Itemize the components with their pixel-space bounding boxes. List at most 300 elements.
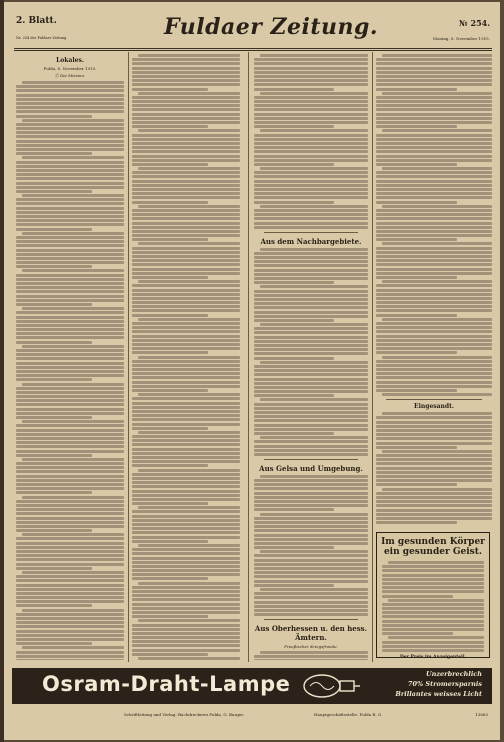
text-line (254, 386, 368, 389)
text-line (376, 437, 492, 440)
text-line (376, 297, 492, 300)
text-line (132, 209, 240, 212)
column-rule (248, 52, 249, 662)
text-line (132, 615, 208, 618)
text-line (16, 374, 124, 377)
masthead-rule (14, 48, 492, 49)
text-line (254, 580, 368, 583)
text-line (376, 389, 457, 392)
text-line (132, 108, 240, 111)
text-line (22, 533, 124, 536)
text-line (16, 249, 124, 252)
text-line (132, 293, 240, 296)
text-line (132, 448, 240, 451)
text-line (254, 315, 368, 318)
text-line (254, 252, 368, 255)
text-line (132, 548, 240, 551)
text-line (376, 335, 492, 338)
text-line (254, 373, 368, 376)
text-line (376, 213, 492, 216)
column-2 (132, 54, 240, 660)
text-line (254, 487, 368, 490)
text-line (138, 54, 240, 57)
text-line (132, 222, 240, 225)
text-line (376, 479, 492, 482)
text-line (132, 603, 240, 606)
text-line (22, 232, 124, 235)
text-line (16, 483, 124, 486)
text-line (16, 366, 124, 369)
newspaper-title: Fuldaer Zeitung. (164, 14, 379, 40)
text-line (16, 186, 124, 189)
text-line (254, 348, 368, 351)
text-line (16, 584, 124, 587)
text-line (16, 240, 124, 243)
text-line (254, 534, 368, 537)
text-line (260, 248, 368, 251)
text-line (16, 198, 124, 201)
text-line (254, 525, 368, 528)
text-line (16, 244, 124, 247)
text-line (376, 83, 492, 86)
text-line (254, 213, 368, 216)
ad-footer: Der Preis im Anzeigenteil. (399, 654, 467, 660)
text-line (16, 651, 124, 654)
issue-date: Montag, 8. November 1915. (432, 36, 490, 41)
text-line (132, 347, 240, 350)
text-line (376, 155, 492, 158)
text-line (254, 411, 368, 414)
text-line (132, 297, 240, 300)
text-line (382, 393, 492, 396)
text-line (382, 607, 484, 610)
text-line (132, 213, 240, 216)
text-line (376, 96, 492, 99)
text-line (16, 378, 92, 381)
text-line (254, 428, 368, 431)
text-line (132, 439, 240, 442)
text-line (376, 446, 457, 449)
text-line (376, 293, 492, 296)
text-line (254, 542, 368, 545)
text-line (254, 163, 334, 166)
text-line (138, 356, 240, 359)
text-line (254, 445, 368, 448)
text-line (254, 277, 368, 280)
text-line (132, 510, 240, 513)
text-line (22, 81, 124, 84)
text-line (16, 253, 124, 256)
text-line (254, 226, 368, 229)
text-line (138, 92, 240, 95)
text-line (254, 567, 368, 570)
text-line (254, 344, 368, 347)
text-line (16, 316, 124, 319)
text-line (16, 169, 124, 172)
text-line (382, 586, 484, 589)
text-line (132, 473, 240, 476)
text-line (376, 222, 492, 225)
text-line (138, 318, 240, 321)
text-line (376, 467, 492, 470)
text-line (254, 500, 368, 503)
text-line (376, 462, 492, 465)
text-line (16, 274, 124, 277)
text-line (382, 565, 484, 568)
text-line (132, 536, 240, 539)
text-line (132, 100, 240, 103)
text-line (132, 284, 240, 287)
text-line (132, 330, 240, 333)
advertisement-box (376, 532, 490, 658)
text-line (376, 454, 492, 457)
ad-headline: Im gesunden Körper ein gesunder Geist. (381, 537, 485, 557)
text-line (260, 550, 368, 553)
text-line (132, 531, 240, 534)
text-line (16, 655, 124, 658)
text-line (16, 659, 124, 660)
text-line (260, 129, 368, 132)
text-line (16, 353, 124, 356)
text-line (376, 276, 457, 279)
text-line (376, 79, 492, 82)
text-line (254, 529, 368, 532)
text-line (254, 584, 334, 587)
text-line (132, 460, 240, 463)
text-line (132, 540, 208, 543)
text-line (254, 134, 368, 137)
text-line (382, 356, 492, 359)
text-line (16, 341, 92, 344)
article-text (254, 248, 368, 456)
text-line (16, 261, 124, 264)
text-line (132, 552, 240, 555)
text-line (388, 561, 484, 564)
text-line (254, 563, 368, 566)
text-line (16, 282, 124, 285)
text-line (132, 414, 240, 417)
text-line (376, 284, 492, 287)
text-line (22, 571, 124, 574)
text-line (254, 150, 368, 153)
text-line (132, 485, 240, 488)
text-line (132, 335, 240, 338)
text-line (132, 247, 240, 250)
text-line (376, 471, 492, 474)
text-line (254, 264, 368, 267)
text-line (132, 624, 240, 627)
text-line (254, 104, 368, 107)
text-line (254, 504, 368, 507)
text-line (376, 483, 457, 486)
text-line (254, 184, 368, 187)
text-line (16, 324, 124, 327)
text-line (16, 475, 124, 478)
text-line (132, 226, 240, 229)
text-line (132, 632, 240, 635)
text-line (138, 205, 240, 208)
text-line (132, 217, 240, 220)
text-line (132, 238, 208, 241)
text-line (376, 360, 492, 363)
text-line (254, 415, 368, 418)
text-line (254, 146, 368, 149)
text-line (132, 452, 240, 455)
text-line (132, 83, 240, 86)
text-line (254, 125, 334, 128)
text-line (376, 504, 492, 507)
text-line (254, 222, 368, 225)
text-line (254, 331, 368, 334)
text-line (16, 349, 124, 352)
banner-tagline-1: Unzerbrechlich (425, 670, 482, 678)
text-line (382, 92, 492, 95)
text-line (16, 588, 124, 591)
text-line (132, 607, 240, 610)
text-line (254, 96, 368, 99)
text-line (16, 521, 124, 524)
text-line (376, 230, 492, 233)
text-line (16, 630, 124, 633)
text-line (16, 592, 124, 595)
text-line (254, 290, 368, 293)
text-line (376, 492, 492, 495)
text-line (132, 75, 240, 78)
text-line (16, 399, 124, 402)
text-line (16, 596, 124, 599)
text-line (132, 125, 208, 128)
text-line (376, 268, 492, 271)
text-line (16, 207, 124, 210)
text-line (376, 496, 492, 499)
text-line (376, 188, 492, 191)
text-line (16, 110, 124, 113)
text-line (382, 649, 484, 652)
text-line (376, 121, 492, 124)
text-line (132, 477, 240, 480)
masthead-rule-2 (14, 50, 492, 51)
text-line (132, 557, 240, 560)
text-line (16, 370, 124, 373)
text-line (132, 573, 240, 576)
text-line (16, 85, 124, 88)
text-line (376, 372, 492, 375)
text-line (376, 125, 457, 128)
text-line (132, 423, 240, 426)
text-line (138, 167, 240, 170)
text-line (254, 256, 368, 259)
text-line (376, 322, 492, 325)
text-line (254, 365, 368, 368)
text-line (376, 217, 492, 220)
text-line (132, 649, 240, 652)
text-line (376, 184, 492, 187)
text-line (254, 492, 368, 495)
text-line (16, 190, 92, 193)
text-line (382, 582, 484, 585)
text-line (16, 462, 124, 465)
text-line (382, 129, 492, 132)
text-line (254, 306, 368, 309)
text-line (382, 280, 492, 283)
text-line (16, 445, 124, 448)
text-line (376, 421, 492, 424)
text-line (260, 361, 368, 364)
text-line (376, 75, 492, 78)
text-line (16, 123, 124, 126)
text-line (132, 171, 240, 174)
text-line (16, 466, 124, 469)
text-line (16, 102, 124, 105)
text-line (132, 598, 240, 601)
text-line (132, 309, 240, 312)
banner-brand: Osram-Draht-Lampe (42, 672, 291, 696)
text-line (254, 79, 368, 82)
text-line (254, 546, 334, 549)
banner-tagline-2: 70% Stromersparnis (407, 680, 482, 688)
text-line (132, 385, 240, 388)
text-line (16, 257, 124, 260)
text-line (376, 513, 492, 516)
text-line (254, 108, 368, 111)
text-line (260, 92, 368, 95)
text-line (254, 596, 368, 599)
text-line (376, 175, 492, 178)
text-line (376, 62, 492, 65)
text-line (132, 113, 240, 116)
article-text (254, 475, 368, 616)
text-line (382, 645, 484, 648)
text-line (254, 483, 368, 486)
text-line (132, 456, 240, 459)
text-line (382, 242, 492, 245)
column-1 (16, 54, 124, 660)
text-line (132, 611, 240, 614)
text-line (132, 561, 240, 564)
text-line (382, 641, 484, 644)
text-line (376, 416, 492, 419)
text-line (132, 381, 240, 384)
text-line (16, 89, 124, 92)
text-line (132, 62, 240, 65)
text-line (254, 382, 368, 385)
article-text (254, 651, 368, 660)
text-line (254, 407, 368, 410)
text-line (382, 595, 453, 598)
text-line (22, 345, 124, 348)
text-line (16, 450, 124, 453)
text-line (254, 357, 334, 360)
text-line (254, 273, 368, 276)
newspaper-page (4, 2, 500, 740)
text-line (260, 54, 368, 57)
text-line (376, 104, 492, 107)
text-line (376, 150, 492, 153)
text-line (376, 117, 492, 120)
text-line (16, 152, 92, 155)
text-line (132, 146, 240, 149)
text-line (254, 294, 368, 297)
text-line (254, 83, 368, 86)
text-line (138, 544, 240, 547)
text-line (16, 554, 124, 557)
text-line (376, 255, 492, 258)
text-line (376, 146, 492, 149)
text-line (132, 569, 240, 572)
text-line (376, 301, 492, 304)
text-line (16, 579, 124, 582)
column-rule (128, 52, 129, 662)
text-line (254, 378, 368, 381)
text-line (254, 479, 368, 482)
text-line (254, 175, 368, 178)
text-line (16, 433, 124, 436)
text-line (254, 453, 368, 456)
text-line (260, 436, 368, 439)
text-line (376, 309, 492, 312)
section-divider (386, 399, 482, 400)
text-line (132, 326, 240, 329)
text-line (16, 295, 124, 298)
text-line (382, 167, 492, 170)
text-line (132, 360, 240, 363)
text-line (376, 305, 492, 308)
text-line (16, 148, 124, 151)
text-line (16, 512, 124, 515)
district-subheading: Preußischer Kriegsfronde. (284, 644, 338, 650)
masthead-subline: Nr. 254 der Fuldaer Zeitung (16, 36, 67, 40)
text-line (138, 657, 240, 660)
text-line (254, 67, 368, 70)
text-line (16, 567, 92, 570)
section-heading-district: Aus Oberhessen u. den hess. Ämtern. (254, 624, 368, 643)
text-line (254, 403, 368, 406)
text-line (376, 201, 457, 204)
text-line (16, 546, 124, 549)
text-line (16, 563, 124, 566)
text-line (138, 129, 240, 132)
text-line (260, 513, 368, 516)
text-line (16, 177, 124, 180)
column-rule (372, 52, 373, 662)
section-heading-fulda: Aus Gelsa und Umgebung. (259, 463, 363, 473)
text-line (254, 613, 368, 616)
text-line (132, 498, 240, 501)
text-line (132, 523, 240, 526)
text-line (254, 75, 368, 78)
text-line (376, 376, 492, 379)
text-line (16, 286, 124, 289)
text-line (132, 343, 240, 346)
text-line (260, 398, 368, 401)
text-line (254, 440, 368, 443)
text-line (16, 625, 124, 628)
text-line (254, 121, 368, 124)
text-line (16, 487, 124, 490)
text-line (260, 475, 368, 478)
text-line (16, 357, 124, 360)
column-4 (376, 54, 492, 524)
text-line (382, 603, 484, 606)
text-line (132, 180, 240, 183)
text-line (254, 449, 368, 452)
text-line (376, 272, 492, 275)
text-line (254, 538, 368, 541)
text-line (132, 79, 240, 82)
text-line (254, 655, 368, 658)
text-line (382, 611, 484, 614)
text-line (132, 67, 240, 70)
